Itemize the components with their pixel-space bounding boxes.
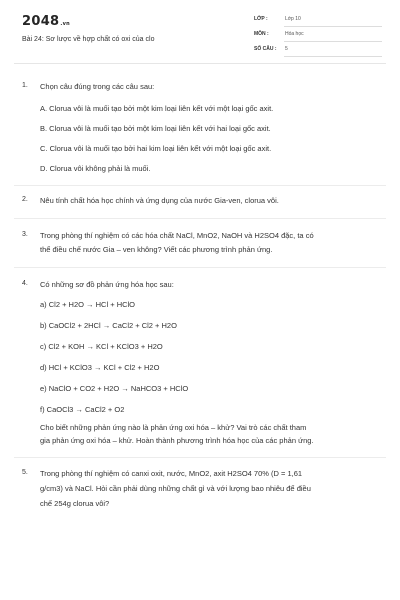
question-separator	[14, 185, 386, 186]
question-text-line: Cho biết những phản ứng nào là phản ứng oxi hóa – khử? Vai trò các chất tham	[40, 423, 307, 432]
answer-option-c[interactable]: C. Clorua vôi là muối tạo bởi hai kim loại liên kết với một loại gốc axit.	[40, 144, 272, 153]
question-text-line: thể điều chế nước Gia – ven không? Viết các phương trình phản ứng.	[40, 245, 273, 254]
reaction-b: b) CaOCl2 + 2HCl → CaCl2 + Cl2 + H2O	[40, 321, 177, 330]
question-separator	[14, 218, 386, 219]
question-number: 1.	[22, 82, 28, 89]
question-text-line: gia phản ứng oxi hóa – khử. Hoàn thành phương trình hóa học của các phản ứng.	[40, 436, 314, 445]
question-text-line: g/cm3) và NaCl. Hỏi cần phải dùng những chất gì và với lượng bao nhiêu để điều	[40, 484, 311, 493]
question-text-line: Trong phòng thí nghiệm có canxi oxit, nước, MnO2, axit H2SO4 70% (D = 1,61	[40, 469, 303, 478]
meta-label-subject: MÔN :	[254, 31, 269, 37]
question-separator	[14, 267, 386, 268]
meta-value-subject: Hóa học	[285, 31, 304, 37]
lesson-title: Bài 24: Sơ lược về hợp chất có oxi của clo	[22, 36, 155, 43]
meta-label-count: SỐ CÂU :	[254, 46, 277, 52]
question-number: 5.	[22, 469, 28, 476]
question-separator	[14, 457, 386, 458]
reaction-d: d) HCl + KClO3 → KCl + Cl2 + H2O	[40, 363, 160, 372]
question-text: Có những sơ đồ phản ứng hóa học sau:	[40, 280, 174, 289]
question-number: 4.	[22, 280, 28, 287]
question-number: 2.	[22, 196, 28, 203]
meta-label-class: LỚP :	[254, 16, 268, 22]
question-text-line: chế 254g clorua vôi?	[40, 499, 110, 508]
answer-option-a[interactable]: A. Clorua vôi là muối tạo bởi một kim loại liên kết với một loại gốc axit.	[40, 104, 274, 113]
reaction-e: e) NaClO + CO2 + H2O → NaHCO3 + HClO	[40, 384, 189, 393]
reaction-a: a) Cl2 + H2O → HCl + HClO	[40, 300, 136, 309]
meta-value-count: 5	[285, 46, 288, 52]
meta-value-class: Lớp 10	[285, 16, 301, 22]
question-text-line: Trong phòng thí nghiệm có các hóa chất NaCl, MnO2, NaOH và H2SO4 đặc, ta có	[40, 231, 314, 240]
reaction-f: f) CaOCl3 → CaCl2 + O2	[40, 405, 125, 414]
question-number: 3.	[22, 231, 28, 238]
logo-tld: .vn	[60, 21, 71, 27]
reaction-c: c) Cl2 + KOH → KCl + KClO3 + H2O	[40, 342, 163, 351]
question-text: Nêu tính chất hóa học chính và ứng dụng của nước Gia-ven, clorua vôi.	[40, 196, 279, 205]
answer-option-b[interactable]: B. Clorua vôi là muối tạo bởi một kim loại liên kết với hai loại gốc axit.	[40, 124, 271, 133]
logo-text: 2048	[22, 14, 60, 29]
question-text: Chọn câu đúng trong các câu sau:	[40, 82, 155, 91]
answer-option-d[interactable]: D. Clorua vôi không phải là muối.	[40, 164, 151, 173]
